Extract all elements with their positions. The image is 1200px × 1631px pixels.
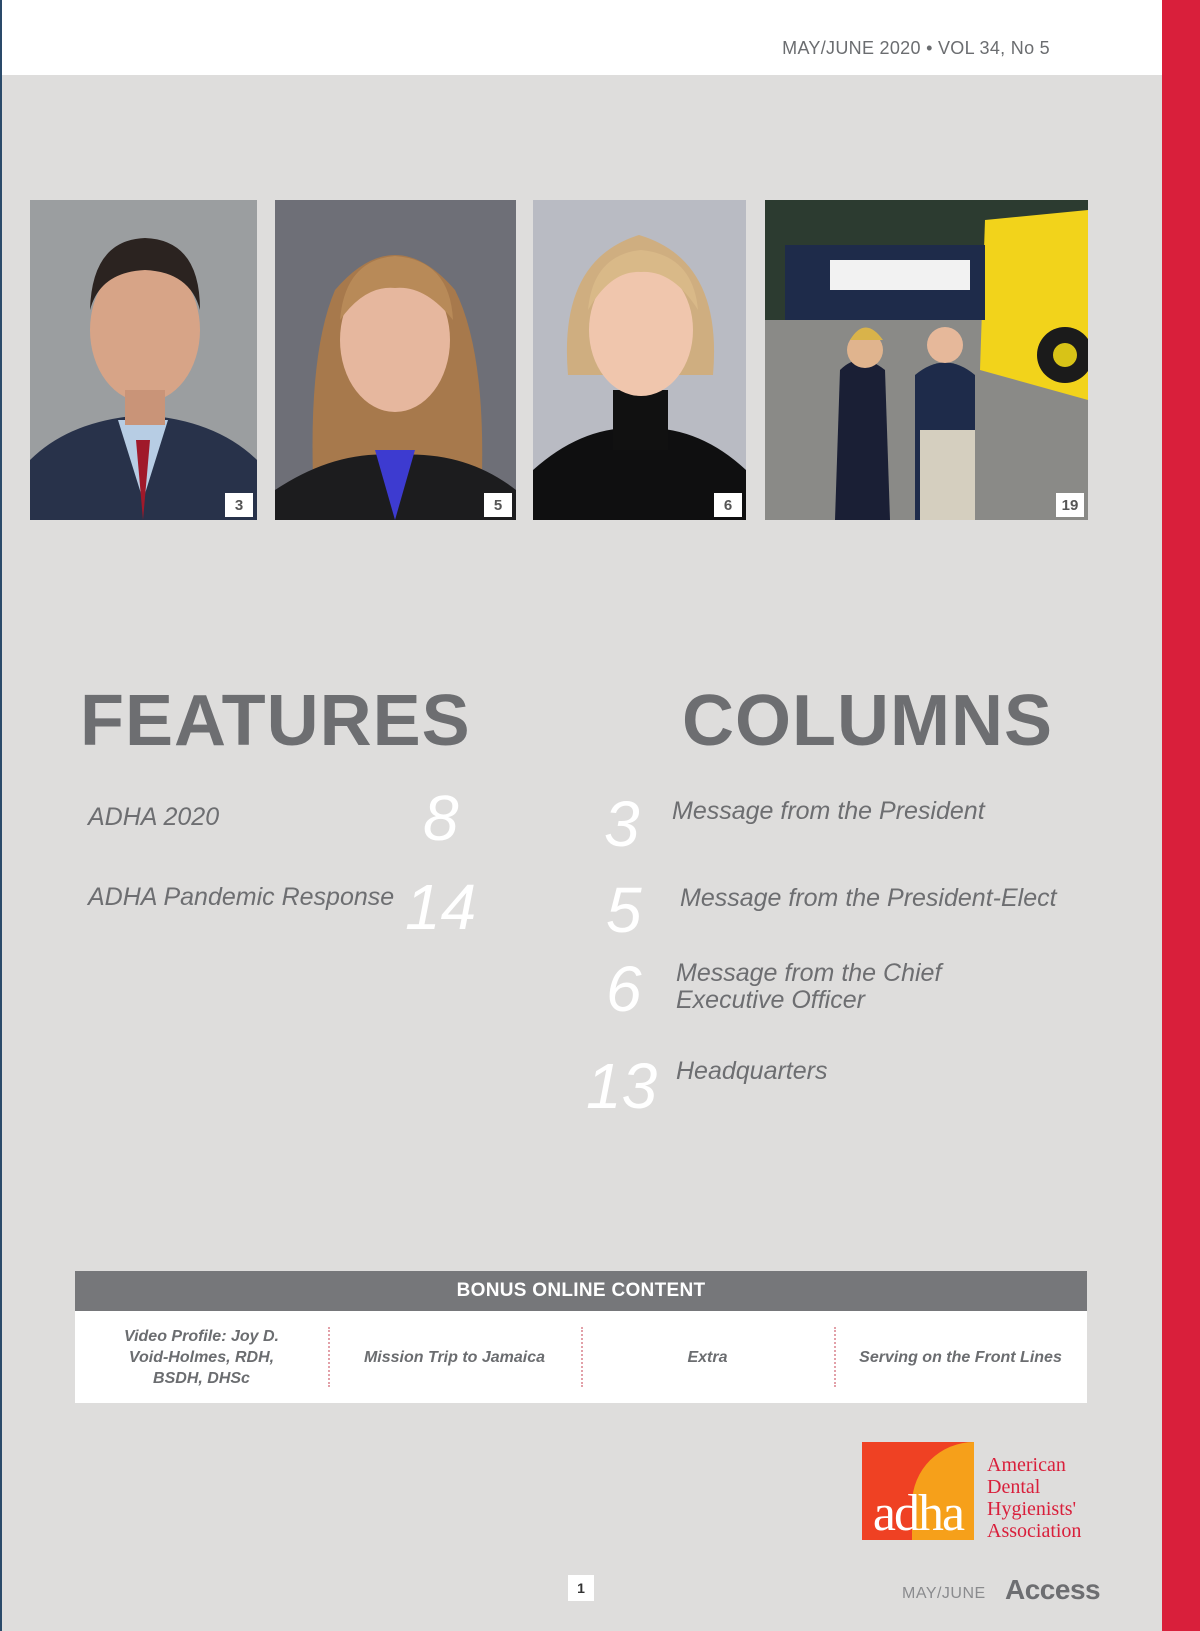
column-page-number: 6 <box>606 953 642 1025</box>
logo-letters: adha <box>872 1485 964 1540</box>
magazine-name: Access <box>1005 1574 1101 1605</box>
bonus-item-label: Mission Trip to Jamaica <box>363 1348 546 1366</box>
portrait-woman-turtleneck-illustration <box>533 200 746 520</box>
issue-line: MAY/JUNE 2020 • VOL 34, No 5 <box>782 38 1050 58</box>
group-firetruck-illustration <box>765 200 1088 520</box>
header-strip <box>2 0 1162 75</box>
photo-ceo[interactable] <box>533 200 746 520</box>
column-item-ceo[interactable]: Message from the Chief Executive Officer <box>676 959 942 1014</box>
bonus-content-header: BONUS ONLINE CONTENT <box>75 1271 1087 1311</box>
bonus-item-front-lines[interactable] <box>834 1311 1087 1403</box>
photo-mission-group[interactable] <box>765 200 1088 520</box>
red-side-bar <box>1162 0 1200 1631</box>
photo-president[interactable] <box>30 200 257 520</box>
feature-item-pandemic-response[interactable]: ADHA Pandemic Response <box>88 883 395 911</box>
organization-name: American Dental Hygienists' Association <box>987 1454 1082 1542</box>
column-item-president[interactable]: Message from the President <box>672 797 985 825</box>
column-item-headquarters[interactable]: Headquarters <box>676 1057 828 1085</box>
bonus-content-row <box>75 1311 1087 1403</box>
portrait-woman-blonde-illustration <box>275 200 516 520</box>
columns-heading: COLUMNS <box>682 681 1053 761</box>
left-edge-rule <box>0 0 2 1631</box>
bonus-item-label: Serving on the Front Lines <box>859 1348 1062 1366</box>
column-item-president-elect[interactable]: Message from the President-Elect <box>680 884 1057 912</box>
bonus-item-label: Video Profile: Joy D. Void-Holmes, RDH, BSDH, DHSc <box>124 1327 279 1387</box>
column-page-number: 5 <box>606 874 642 946</box>
feature-item-adha-2020[interactable]: ADHA 2020 <box>88 803 220 831</box>
bonus-item-video-profile[interactable] <box>75 1311 328 1403</box>
feature-page-number: 8 <box>423 782 459 854</box>
column-page-number: 13 <box>586 1050 658 1122</box>
adha-logo <box>862 1442 974 1540</box>
feature-page-number: 14 <box>405 871 477 943</box>
photo-page-tag: 19 <box>1056 493 1084 517</box>
photo-page-tag: 5 <box>484 493 512 517</box>
page-folio: 1 <box>568 1575 594 1601</box>
bonus-item-extra[interactable] <box>581 1311 834 1403</box>
photo-president-elect[interactable] <box>275 200 516 520</box>
features-heading: FEATURES <box>80 681 471 761</box>
bonus-item-label: Extra <box>687 1348 728 1366</box>
portrait-man-illustration <box>30 200 257 520</box>
bonus-item-mission-trip[interactable] <box>328 1311 581 1403</box>
photo-page-tag: 6 <box>714 493 742 517</box>
footer-month: MAY/JUNE <box>902 1585 986 1602</box>
column-page-number: 3 <box>604 788 640 860</box>
photo-page-tag: 3 <box>225 493 253 517</box>
